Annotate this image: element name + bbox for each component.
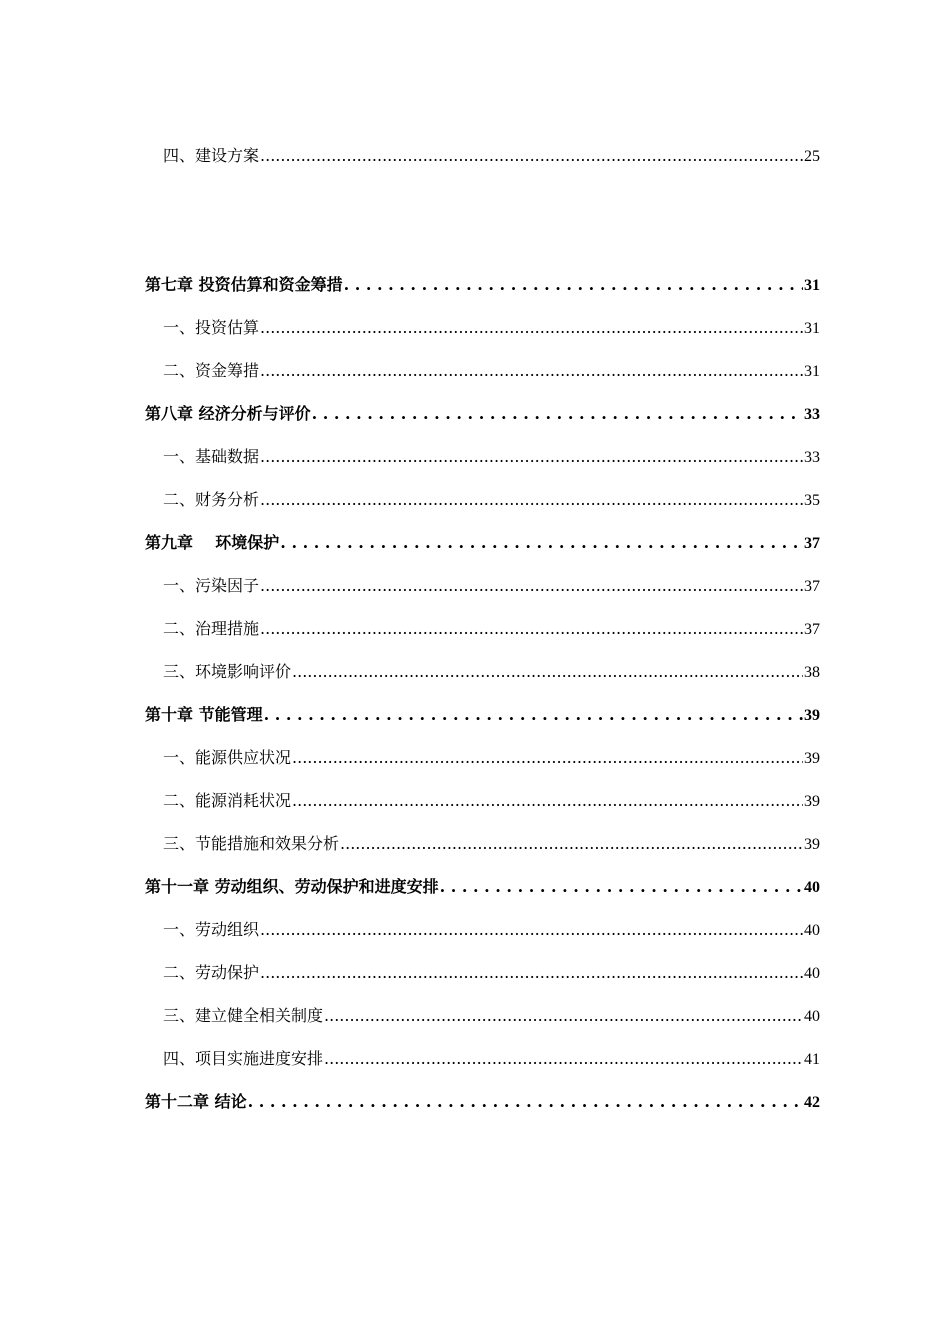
dot-leader [264,705,803,724]
dot-leader [292,662,803,681]
dot-leader [260,920,803,939]
toc-entry-page: 37 [804,578,820,595]
toc-entry-page: 41 [804,1051,820,1068]
dot-leader [248,1092,803,1111]
toc-chapter-entry[interactable] [145,530,820,556]
dot-leader [260,318,803,337]
dot-leader [260,146,803,165]
toc-chapter-entry[interactable] [145,874,820,900]
dot-leader [280,533,803,552]
toc-chapter-title: 第七章 投资估算和资金筹措 [145,275,343,294]
toc-entry-title: 二、治理措施 [163,619,260,638]
toc-entry-title: 三、环境影响评价 [163,662,292,681]
toc-entry-title: 二、资金筹措 [163,361,260,380]
toc-entry-title: 三、建立健全相关制度 [163,1006,324,1025]
toc-entry-page: 37 [804,621,820,638]
toc-chapter-page: 31 [804,277,820,294]
toc-chapter-title: 第十二章 结论 [145,1092,247,1111]
toc-entry-title: 二、能源消耗状况 [163,791,292,810]
toc-entry[interactable] [163,960,820,986]
toc-chapter-entry[interactable] [145,272,820,298]
toc-entry-title: 一、投资估算 [163,318,260,337]
toc-chapter-page: 42 [804,1094,820,1111]
dot-leader [260,490,803,509]
toc-chapter-title: 第八章 经济分析与评价 [145,404,311,423]
toc-entry-title: 一、基础数据 [163,447,260,466]
toc-entry-page: 40 [804,1008,820,1025]
toc-entry-page: 40 [804,965,820,982]
toc-entry[interactable] [163,315,820,341]
toc-entry-page: 38 [804,664,820,681]
toc-chapter-entry[interactable] [145,702,820,728]
dot-leader [260,361,803,380]
toc-entry-page: 35 [804,492,820,509]
toc-chapter-entry[interactable] [145,1089,820,1115]
dot-leader [292,791,803,810]
toc-entry-title: 二、财务分析 [163,490,260,509]
toc-chapter-page: 39 [804,707,820,724]
toc-chapter-page: 33 [804,406,820,423]
toc-entry[interactable] [163,444,820,470]
toc-chapter-title: 第十章 节能管理 [145,705,263,724]
toc-entry[interactable] [163,788,820,814]
dot-leader [340,834,803,853]
toc-entry-title: 四、建设方案 [163,146,260,165]
toc-entry[interactable] [163,358,820,384]
toc-chapter-title: 第九章 环境保护 [145,533,280,552]
toc-entry-title: 一、能源供应状况 [163,748,292,767]
dot-leader [260,447,803,466]
toc-entry[interactable] [163,143,820,169]
dot-leader [324,1006,803,1025]
dot-leader [440,877,803,896]
toc-entry-page: 31 [804,320,820,337]
toc-entry-title: 一、劳动组织 [163,920,260,939]
toc-entry[interactable] [163,487,820,513]
dot-leader [260,963,803,982]
toc-entry-page: 25 [804,148,820,165]
toc-entry-title: 二、劳动保护 [163,963,260,982]
dot-leader [312,404,803,423]
toc-entry-page: 31 [804,363,820,380]
toc-entry[interactable] [163,831,820,857]
toc-entry[interactable] [163,573,820,599]
toc-entry-page: 39 [804,750,820,767]
toc-entry[interactable] [163,745,820,771]
toc-entry[interactable] [163,917,820,943]
toc-entry[interactable] [163,1003,820,1029]
toc-entry-title: 三、节能措施和效果分析 [163,834,340,853]
toc-entry[interactable] [163,659,820,685]
toc-entry[interactable] [163,1046,820,1072]
toc-entry-page: 40 [804,922,820,939]
dot-leader [292,748,803,767]
toc-entry-title: 一、污染因子 [163,576,260,595]
dot-leader [260,619,803,638]
dot-leader [324,1049,803,1068]
toc-entry-title: 四、项目实施进度安排 [163,1049,324,1068]
toc-entry-page: 33 [804,449,820,466]
dot-leader [260,576,803,595]
toc-entry-page: 39 [804,793,820,810]
toc-chapter-entry[interactable] [145,401,820,427]
toc-chapter-title: 第十一章 劳动组织、劳动保护和进度安排 [145,877,439,896]
toc-chapter-page: 37 [804,535,820,552]
dot-leader [344,275,803,294]
toc-entry[interactable] [163,616,820,642]
toc-chapter-page: 40 [804,879,820,896]
toc-entry-page: 39 [804,836,820,853]
